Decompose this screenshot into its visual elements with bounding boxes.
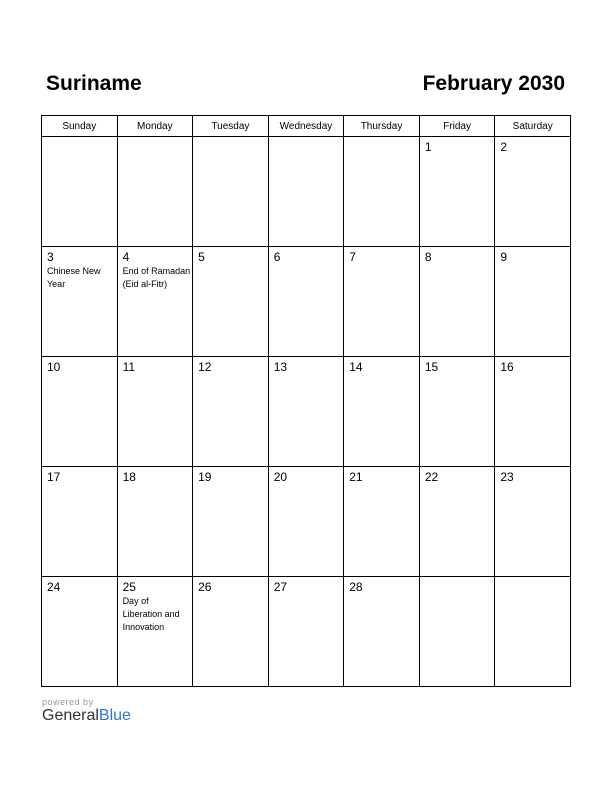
holiday-label: [193, 374, 268, 375]
country-title: Suriname: [46, 72, 142, 95]
week-row: [42, 467, 571, 577]
holiday-label: [495, 374, 570, 375]
holiday-label: [118, 374, 193, 375]
day-number: 3: [47, 250, 54, 264]
day-number: 22: [424, 470, 439, 484]
day-number: 18: [122, 470, 136, 484]
day-number: 25: [122, 580, 136, 594]
logo-general-text: General: [42, 707, 99, 724]
day-number: 4: [122, 250, 130, 264]
holiday-label: [193, 140, 268, 141]
day-cell: [344, 357, 420, 467]
holiday-label: [269, 374, 344, 375]
month-year-title: February 2030: [422, 72, 565, 95]
day-cell: [419, 357, 495, 467]
weekday-saturday: Saturday: [495, 116, 571, 137]
day-number: 7: [349, 250, 356, 264]
day-cell: [193, 357, 269, 467]
holiday-label: [344, 594, 419, 595]
day-cell: [419, 577, 495, 687]
day-cell: [495, 247, 571, 357]
day-cell: [42, 467, 118, 577]
day-number: 16: [500, 360, 514, 374]
logo-blue-text: Blue: [98, 707, 131, 724]
calendar-grid: [41, 115, 571, 687]
day-cell: [193, 137, 269, 247]
day-cell: [117, 467, 193, 577]
holiday-label: [420, 484, 495, 485]
holiday-label: [344, 374, 419, 375]
footer-branding: [42, 697, 131, 725]
day-number: 27: [273, 580, 288, 594]
holiday-label: [495, 264, 570, 265]
holiday-label: [495, 484, 570, 485]
holiday-label: [420, 580, 495, 581]
weekday-thursday: Thursday: [344, 116, 420, 137]
day-cell: [419, 467, 495, 577]
day-number: 1: [424, 140, 432, 154]
day-cell: [268, 247, 344, 357]
day-number: 8: [424, 250, 432, 264]
day-number: 26: [198, 580, 212, 594]
holiday-label: [42, 140, 117, 141]
day-cell: [268, 577, 344, 687]
day-number: 13: [273, 360, 288, 374]
day-number: 9: [500, 250, 508, 264]
weekday-monday: Monday: [117, 116, 193, 137]
day-number: 20: [273, 470, 288, 484]
holiday-label: [495, 580, 570, 581]
holiday-label: [193, 264, 268, 265]
day-number: 21: [349, 470, 363, 484]
holiday-label: [344, 140, 419, 141]
holiday-label: [42, 374, 117, 375]
day-cell: [344, 467, 420, 577]
day-number: 17: [47, 470, 61, 484]
day-number: 19: [198, 470, 212, 484]
day-cell: [117, 577, 193, 687]
day-cell: [42, 137, 118, 247]
week-row: [42, 577, 571, 687]
holiday-label: [420, 154, 495, 155]
holiday-label: [269, 264, 344, 265]
day-cell: [419, 137, 495, 247]
week-row: [42, 137, 571, 247]
holiday-label: [269, 594, 344, 595]
day-cell: [117, 357, 193, 467]
day-cell: [344, 247, 420, 357]
holiday-label: [118, 484, 193, 485]
day-cell: [193, 247, 269, 357]
weekday-header-row: [42, 116, 571, 137]
generalblue-logo[interactable]: [42, 707, 131, 725]
holiday-label: [344, 264, 419, 265]
holiday-label: [193, 594, 268, 595]
day-cell: [268, 467, 344, 577]
day-cell: [193, 467, 269, 577]
holiday-label: [269, 140, 344, 141]
day-cell: [42, 577, 118, 687]
holiday-label: [193, 484, 268, 485]
day-number: 5: [198, 250, 205, 264]
powered-by-text: powered by: [42, 697, 94, 707]
day-cell: [495, 357, 571, 467]
day-cell: [344, 137, 420, 247]
weekday-tuesday: Tuesday: [193, 116, 269, 137]
day-cell: [42, 247, 118, 357]
week-row: [42, 247, 571, 357]
holiday-label: [344, 484, 419, 485]
day-number: 23: [500, 470, 514, 484]
holiday-label: [420, 374, 495, 375]
weekday-wednesday: Wednesday: [268, 116, 344, 137]
day-cell: [42, 357, 118, 467]
day-cell: [117, 247, 193, 357]
day-number: 10: [47, 360, 61, 374]
day-number: 24: [47, 580, 61, 594]
day-number: 28: [349, 580, 363, 594]
day-cell: [344, 577, 420, 687]
holiday-label: Day of Liberation and Innovation: [122, 596, 180, 632]
holiday-label: Chinese New Year: [47, 266, 101, 289]
day-cell: [268, 137, 344, 247]
week-row: [42, 357, 571, 467]
day-number: 11: [122, 360, 136, 374]
holiday-label: [118, 140, 193, 141]
holiday-label: [420, 264, 495, 265]
day-number: 15: [424, 360, 439, 374]
holiday-label: [495, 154, 570, 155]
day-number: 12: [198, 360, 212, 374]
day-cell: [268, 357, 344, 467]
weekday-friday: Friday: [419, 116, 495, 137]
holiday-label: End of Ramadan (Eid al-Fitr): [122, 266, 191, 289]
day-cell: [193, 577, 269, 687]
weekday-sunday: Sunday: [42, 116, 118, 137]
holiday-label: [42, 484, 117, 485]
day-number: 14: [349, 360, 363, 374]
day-cell: [495, 137, 571, 247]
day-number: 2: [500, 140, 508, 154]
day-cell: [419, 247, 495, 357]
day-cell: [117, 137, 193, 247]
holiday-label: [42, 594, 117, 595]
day-number: 6: [273, 250, 281, 264]
day-cell: [495, 577, 571, 687]
day-cell: [495, 467, 571, 577]
holiday-label: [269, 484, 344, 485]
